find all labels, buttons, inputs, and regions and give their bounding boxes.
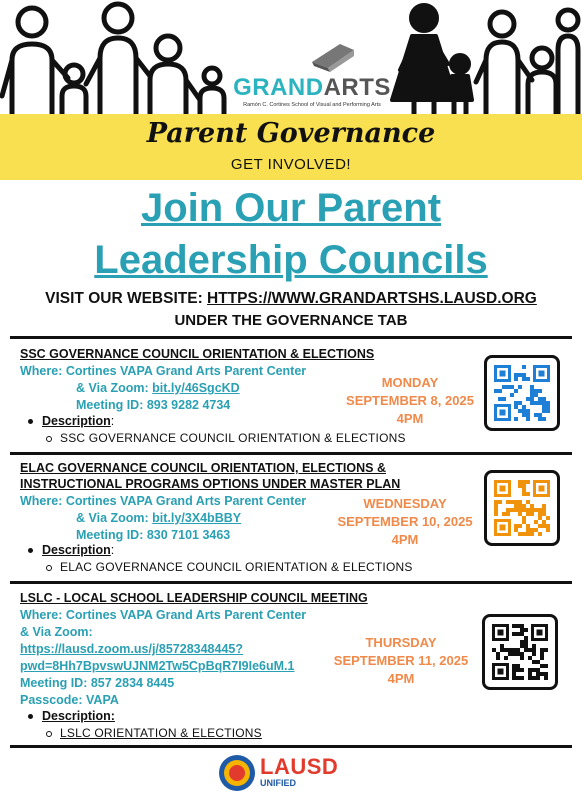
ssc-description-label: Description (42, 414, 111, 428)
lslc-zoom-link-line-1 (20, 642, 243, 656)
grand-arts-emblem-icon (310, 40, 356, 72)
elac-description-label: Description (42, 543, 111, 557)
ssc-meeting-id: Meeting ID: 893 9282 4734 (76, 398, 231, 412)
ssc-where: Where: Cortines VAPA Grand Arts Parent Center (20, 364, 307, 378)
lslc-zoom-link-line-2 (20, 659, 294, 673)
ssc-date: SEPTEMBER 8, 2025 (346, 393, 474, 408)
ssc-description-item (46, 431, 406, 445)
banner-title: Parent Governance (146, 118, 436, 149)
ssc-day: MONDAY (381, 375, 439, 390)
logo-title (232, 74, 392, 102)
logo-title-arts: ARTS (323, 74, 391, 101)
lslc-passcode: Passcode: VAPA (20, 693, 119, 707)
lslc-meeting-id: Meeting ID: 857 2834 8445 (20, 676, 175, 690)
ssc-qr-code[interactable] (484, 355, 560, 431)
elac-zoom-prefix: & Via Zoom: (76, 511, 153, 525)
qr-pattern (492, 624, 548, 680)
header (0, 0, 582, 114)
ssc-section-title: SSC GOVERNANCE COUNCIL ORIENTATION & ELECTIONS (20, 347, 375, 361)
ssc-description-bullet: Description: (28, 414, 114, 428)
lslc-where: Where: Cortines VAPA Grand Arts Parent Center (20, 608, 307, 622)
elac-time: 4PM (391, 532, 419, 547)
elac-date: SEPTEMBER 10, 2025 (337, 514, 473, 529)
lslc-date: SEPTEMBER 11, 2025 (333, 653, 469, 668)
elac-day: WEDNESDAY (363, 496, 447, 511)
elac-description-text: ELAC GOVERNANCE COUNCIL ORIENTATION & ELECTIONS (60, 560, 413, 574)
elac-section-title-line-1: ELAC GOVERNANCE COUNCIL ORIENTATION, ELECTIONS & (20, 461, 386, 475)
lslc-zoom-label: & Via Zoom: (20, 625, 93, 639)
website-line (0, 290, 582, 308)
lausd-unified: UNIFIED (260, 778, 296, 788)
ssc-zoom-link[interactable]: bit.ly/46SgcKD (152, 381, 240, 395)
grand-arts-logo (232, 40, 392, 110)
headline-line-1: Join Our Parent (140, 186, 442, 230)
banner-subtitle: GET INVOLVED! (230, 156, 352, 173)
lausd-seal-icon (218, 754, 256, 792)
ssc-zoom-prefix: & Via Zoom: (76, 381, 153, 395)
lslc-day: THURSDAY (365, 635, 437, 650)
elac-date-block (330, 495, 480, 549)
lslc-zoom-link[interactable]: https://lausd.zoom.us/j/85728348445? (20, 642, 243, 656)
section-divider (10, 452, 572, 455)
ssc-description-text: SSC GOVERNANCE COUNCIL ORIENTATION & ELECTIONS (60, 431, 406, 445)
lslc-date-block (326, 634, 476, 688)
elac-section-title-line-2: INSTRUCTIONAL PROGRAMS OPTIONS UNDER MASTER PLAN (20, 477, 401, 491)
elac-description-bullet: Description: (28, 543, 114, 557)
lslc-description-text: LSLC ORIENTATION & ELECTIONS (60, 726, 262, 740)
lslc-qr-code[interactable] (482, 614, 558, 690)
website-tab-note: UNDER THE GOVERNANCE TAB (174, 312, 408, 329)
lslc-time: 4PM (387, 671, 415, 686)
ssc-zoom (76, 381, 240, 395)
section-divider (10, 745, 572, 748)
family-left-illustration (0, 0, 230, 114)
parent-governance-banner (0, 114, 582, 180)
lausd-logo (218, 752, 348, 792)
website-prefix: VISIT OUR WEBSITE: (45, 290, 208, 307)
elac-where: Where: Cortines VAPA Grand Arts Parent Center (20, 494, 307, 508)
section-divider (10, 581, 572, 584)
logo-subtitle: Ramón C. Cortines School of Visual and Performing Arts (243, 102, 381, 108)
ssc-date-block (340, 374, 480, 428)
lslc-description-item (46, 726, 262, 740)
lslc-description-label: Description: (42, 709, 115, 723)
logo-title-grand: GRAND (233, 74, 324, 101)
lslc-section-title: LSLC - LOCAL SCHOOL LEADERSHIP COUNCIL MEETING (20, 591, 368, 605)
lslc-zoom-link-cont[interactable]: pwd=8Hh7BpvswUJNM2Tw5CpBqR7I9Ie6uM.1 (20, 659, 295, 673)
elac-zoom (76, 511, 241, 525)
headline-line-2: Leadership Councils (94, 238, 488, 282)
elac-zoom-link[interactable]: bit.ly/3X4bBBY (152, 511, 242, 525)
section-divider (10, 336, 572, 339)
family-right-illustration (382, 0, 582, 114)
qr-pattern (494, 365, 550, 421)
lslc-description-bullet (28, 709, 115, 723)
qr-pattern (494, 480, 550, 536)
ssc-time: 4PM (396, 411, 424, 426)
website-link[interactable]: HTTPS://WWW.GRANDARTSHS.LAUSD.ORG (207, 290, 537, 307)
elac-description-item (46, 560, 413, 574)
lausd-wordmark: LAUSD (260, 754, 339, 779)
elac-qr-code[interactable] (484, 470, 560, 546)
elac-meeting-id: Meeting ID: 830 7101 3463 (76, 528, 231, 542)
